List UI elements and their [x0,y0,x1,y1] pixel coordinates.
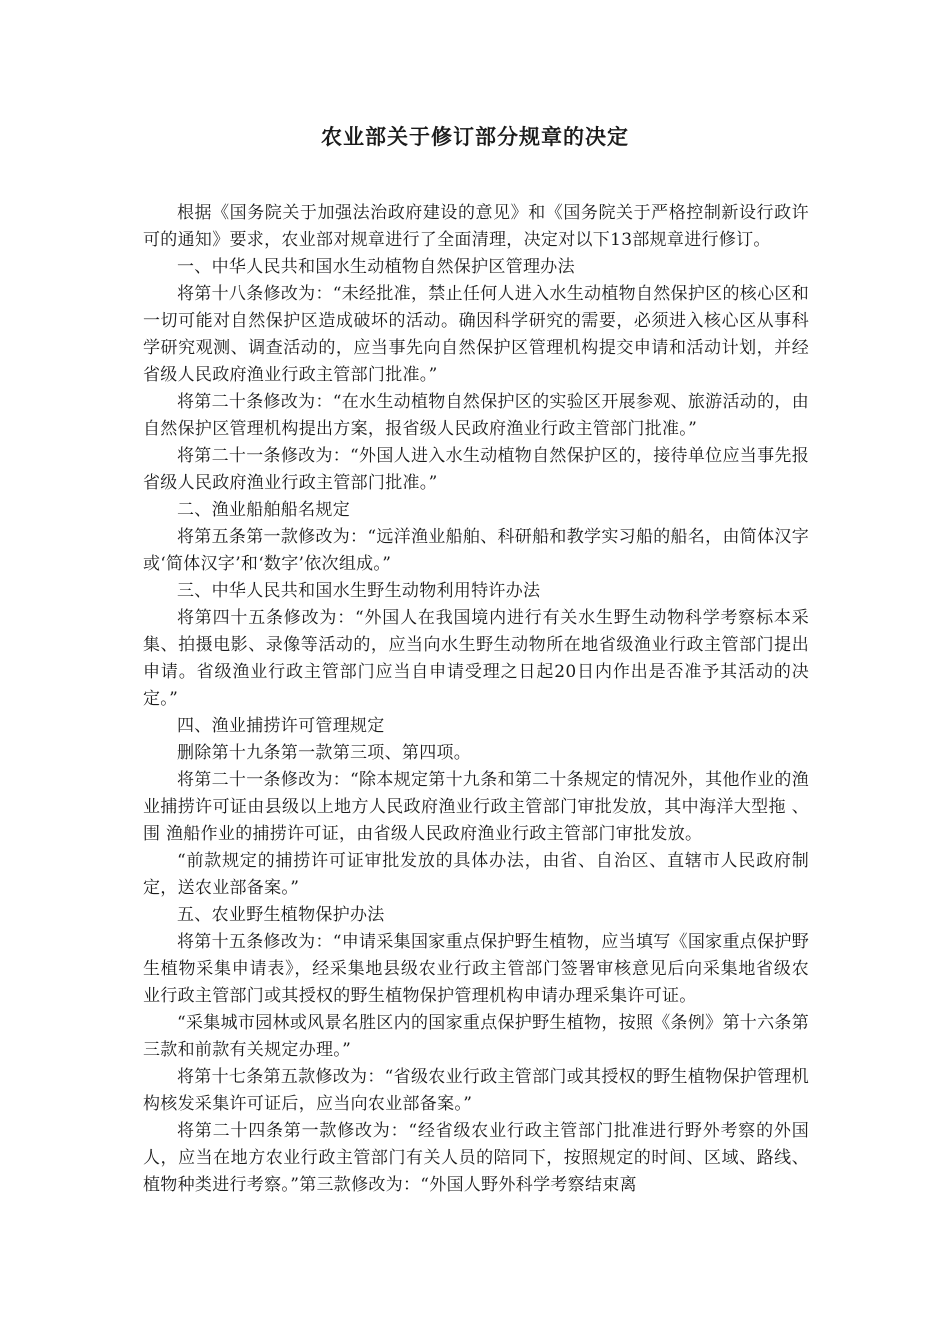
section-heading: 四、渔业捕捞许可管理规定 [177,716,385,736]
paragraph: 将第四十五条修改为：“外国人在我国境内进行有关水生野生动物科学考察标本采集、拍摄电影、录像等活动的，应当向水生野生动物所在地省级渔业行政主管部门提出申请。省级渔业行政主管部门应当自申请受理之日起20日内作出是否准予其活动的决定。” [143,608,809,709]
paragraph: 将第十七条第五款修改为：“省级农业行政主管部门或其授权的野生植物保护管理机构核发采集许可证后，应当向农业部备案。” [143,1067,809,1114]
paragraph: 将第二十条修改为：“在水生动植物自然保护区的实验区开展参观、旅游活动的，由自然保护区管理机构提出方案，报省级人民政府渔业行政主管部门批准。” [143,392,809,439]
document-title: 农业部关于修订部分规章的决定 [321,125,629,149]
paragraph: 将第二十一条修改为：“外国人进入水生动植物自然保护区的，接待单位应当事先报省级人民政府渔业行政主管部门批准。” [143,446,809,493]
paragraph: 删除第十九条第一款第三项、第四项。 [177,743,472,763]
paragraph: “采集城市园林或风景名胜区内的国家重点保护野生植物，按照《条例》第十六条第三款和前款有关规定办理。” [143,1013,809,1060]
paragraph: 将第十五条修改为：“申请采集国家重点保护野生植物，应当填写《国家重点保护野生植物采集申请表》，经采集地县级农业行政主管部门签署审核意见后向采集地省级农业行政主管部门或其授权的野生植物保护管理机构申请办理采集许可证。 [143,932,809,1006]
paragraph: 将第五条第一款修改为：“远洋渔业船舶、科研船和教学实习船的船名，由简体汉字或‘简体汉字’和‘数字’依次组成。” [143,527,809,574]
paragraph: 将第十八条修改为：“未经批准，禁止任何人进入水生动植物自然保护区的核心区和一切可能对自然保护区造成破坏的活动。确因科学研究的需要，必须进入核心区从事科学研究观测、调查活动的，应当事先向自然保护区管理机构提交申请和活动计划，并经省级人民政府渔业行政主管部门批准。” [143,284,809,385]
section-heading: 二、渔业船舶船名规定 [177,500,350,520]
paragraph: 根据《国务院关于加强法治政府建设的意见》和《国务院关于严格控制新设行政许可的通知》要求，农业部对规章进行了全面清理，决定对以下13部规章进行修订。 [143,203,809,250]
paragraph: “前款规定的捕捞许可证审批发放的具体办法，由省、自治区、直辖市人民政府制定，送农业部备案。” [143,851,809,898]
paragraph: 将第二十四条第一款修改为：“经省级农业行政主管部门批准进行野外考察的外国人，应当在地方农业行政主管部门有关人员的陪同下，按照规定的时间、区域、路线、植物种类进行考察。”第三款修改为：“外国人野外科学考察结束离 [143,1121,809,1195]
section-heading: 三、中华人民共和国水生野生动物利用特许办法 [177,581,541,601]
paragraph: 将第二十一条修改为：“除本规定第十九条和第二十条规定的情况外，其他作业的渔业捕捞许可证由县级以上地方人民政府渔业行政主管部门审批发放，其中海洋大型拖 、围 渔船作业的捕捞许可证，由省级人民政府渔业行政主管部门审批发放。 [143,770,809,844]
section-heading: 五、农业野生植物保护办法 [177,905,385,925]
section-heading: 一、中华人民共和国水生动植物自然保护区管理办法 [177,257,575,277]
document-body [143,200,809,1199]
